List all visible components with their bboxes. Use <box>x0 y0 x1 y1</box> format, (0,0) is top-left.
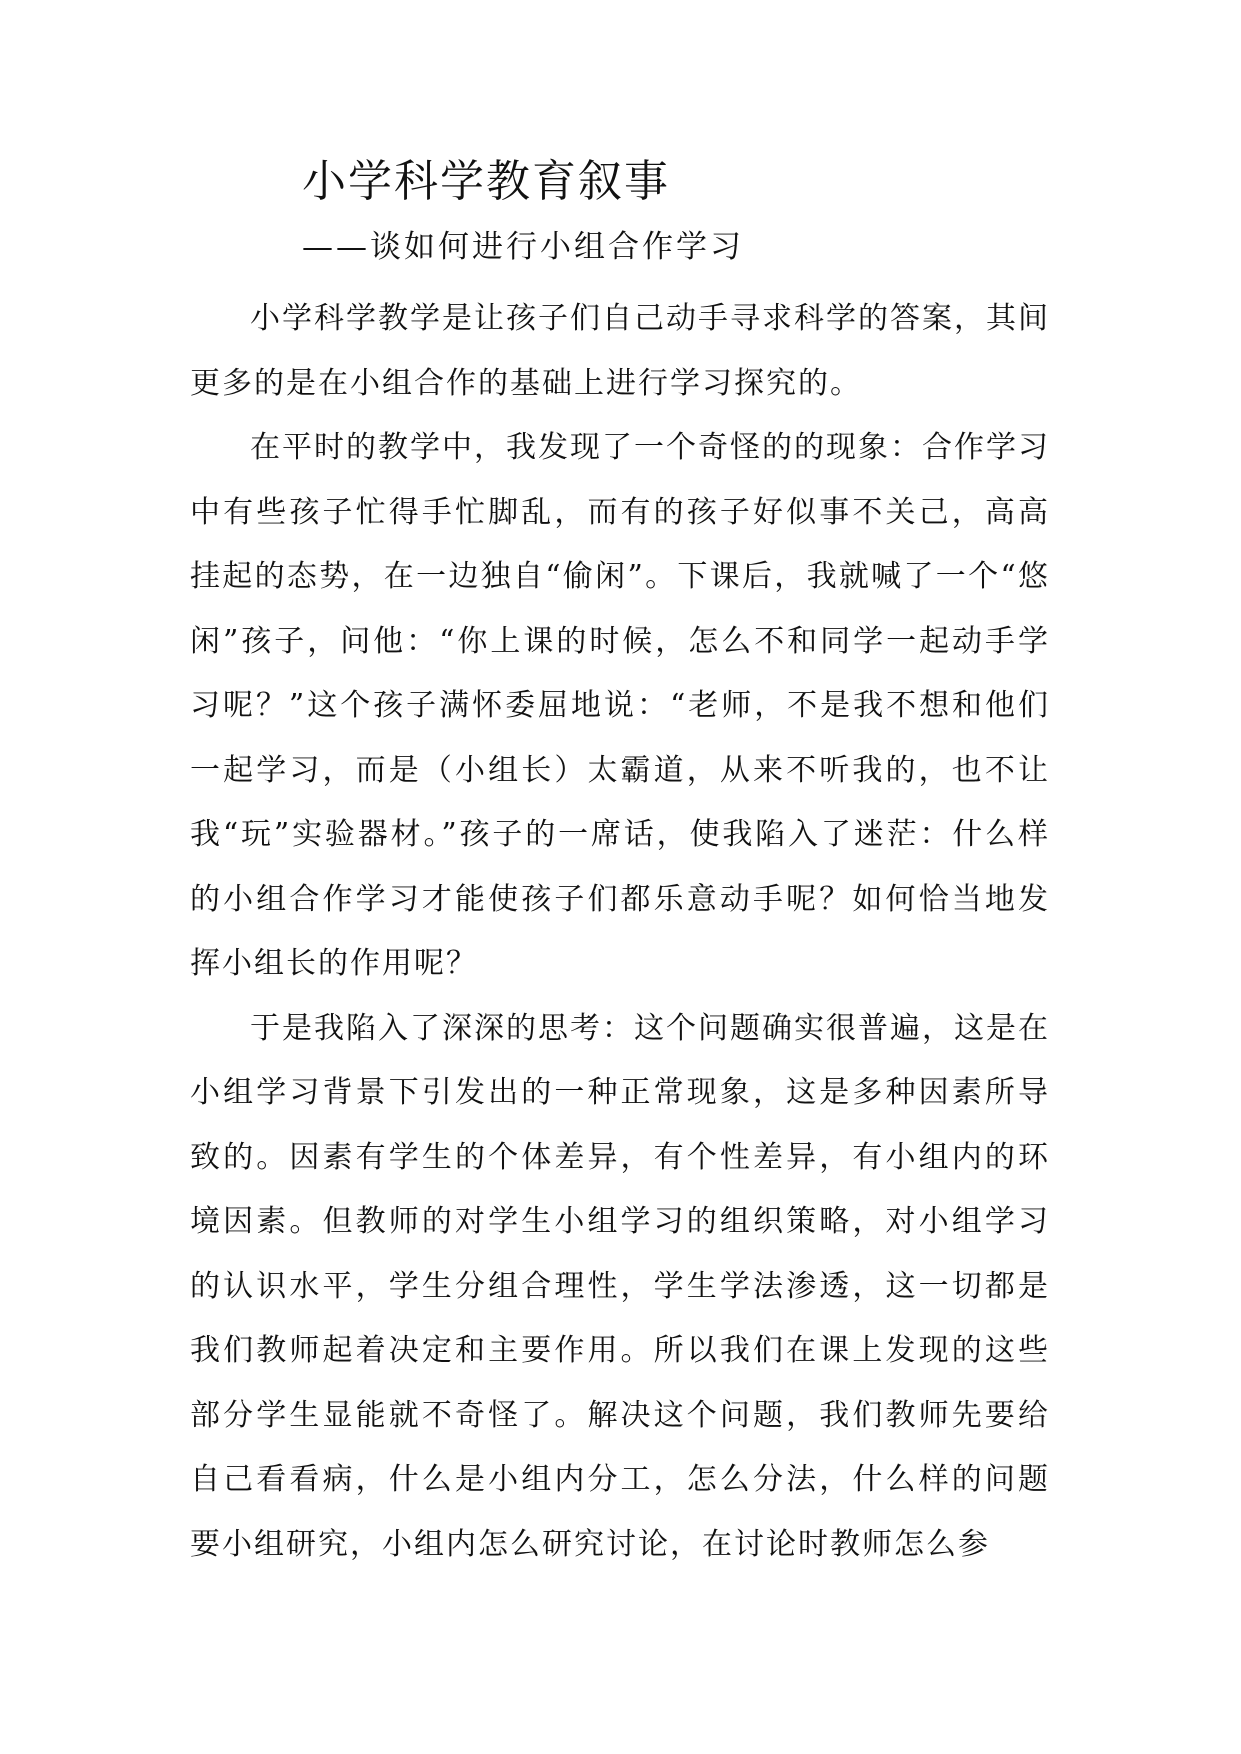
paragraph-3: 于是我陷入了深深的思考：这个问题确实很普遍，这是在小组学习背景下引发出的一种正常现象，这是多种因素所导致的。因素有学生的个体差异，有个性差异，有小组内的环境因素。但教师的对学生小组学习的组织策略，对小组学习的认识水平，学生分组合理性，学生学法渗透，这一切都是我们教师起着决定和主要作用。所以我们在课上发现的这些部分学生显能就不奇怪了。解决这个问题，我们教师先要给自己看看病，什么是小组内分工，怎么分法，什么样的问题要小组研究，小组内怎么研究讨论，在讨论时教师怎么参 <box>190 1010 1050 1562</box>
paragraph-2: 在平时的教学中，我发现了一个奇怪的的现象：合作学习中有些孩子忙得手忙脚乱，而有的孩子好似事不关己，高高挂起的态势，在一边独自“偷闲”。下课后，我就喊了一个“悠闲”孩子，问他：“你上课的时候，怎么不和同学一起动手学习呢？”这个孩子满怀委屈地说：“老师，不是我不想和他们一起学习，而是（小组长）太霸道，从来不听我的，也不让我“玩”实验器材。”孩子的一席话，使我陷入了迷茫：什么样的小组合作学习才能使孩子们都乐意动手呢？如何恰当地发挥小组长的作用呢？ <box>190 430 1050 981</box>
document-subtitle: ——谈如何进行小组合作学习 <box>302 229 744 265</box>
document-title: 小学科学教育叙事 <box>302 156 670 207</box>
paragraph-1: 小学科学教学是让孩子们自己动手寻求科学的答案，其间更多的是在小组合作的基础上进行学习探究的。 <box>190 301 1050 401</box>
document-body <box>190 287 1050 1577</box>
